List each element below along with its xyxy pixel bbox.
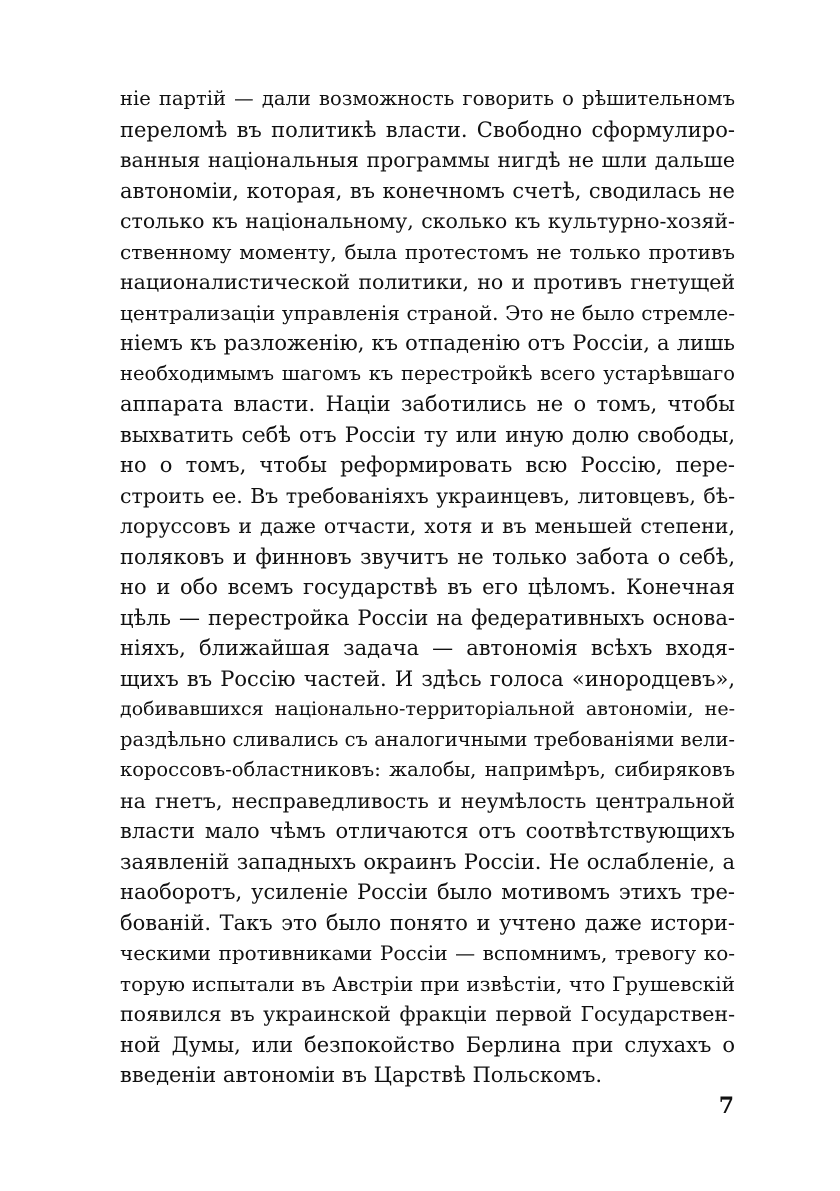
text-line: ческими противниками Россіи — вспомнимъ, тревогу ко- <box>120 941 735 965</box>
text-line: необходимымъ шагомъ къ перестройкѣ всего устарѣвшаго <box>120 361 735 385</box>
text-line: лоруссовъ и даже отчасти, хотя и въ меньшей степени, <box>120 514 735 538</box>
text-line: бованій. Такъ это было понято и учтено даже истори- <box>120 910 735 935</box>
text-line: националистической политики, но и противъ гнетущей <box>120 270 735 294</box>
text-line: но и обо всемъ государствѣ въ его цѣломъ. Конечная <box>120 575 735 599</box>
text-line: короссовъ-областниковъ: жалобы, напримѣръ, сибиряковъ <box>120 758 735 781</box>
text-line: ной Думы, или безпокойство Берлина при слухахъ о <box>120 1032 735 1057</box>
body-text <box>120 84 735 1091</box>
text-line: ніемъ къ разложенію, къ отпаденію отъ Россіи, а лишь <box>120 331 735 355</box>
text-line: ніе партій — дали возможность говорить о рѣшительномъ <box>120 87 735 110</box>
text-line: добивавшихся національно-территоріальной автономіи, не- <box>120 698 735 720</box>
text-line: щихъ въ Россію частей. И здѣсь голоса «инородцевъ», <box>120 666 735 691</box>
text-line: строить ее. Въ требованіяхъ украинцевъ, литовцевъ, бѣ- <box>120 483 735 508</box>
text-line: власти мало чѣмъ отличаются отъ соотвѣтствующихъ <box>120 819 735 843</box>
text-line: централизаціи управленія страной. Это не было стремле- <box>120 300 735 325</box>
text-line: автономіи, которая, въ конечномъ счетѣ, сводилась не <box>120 178 735 203</box>
text-line: ственному моменту, была протестомъ не только противъ <box>120 239 735 264</box>
text-line: на гнетъ, несправедливость и неумѣлость центральной <box>120 788 735 813</box>
text-line: появился въ украинской фракціи первой Государствен- <box>120 1002 735 1026</box>
text-line: раздѣльно сливались съ аналогичными требованіями вели- <box>120 727 735 751</box>
text-line: ванныя національныя программы нигдѣ не шли дальше <box>120 148 735 172</box>
text-line: торую испытали въ Австріи при извѣстіи, что Грушевскій <box>120 971 735 996</box>
text-line: аппарата власти. Націи заботились не о томъ, чтобы <box>120 392 735 416</box>
text-line: ніяхъ, ближайшая задача — автономія всѣхъ входя- <box>120 636 735 660</box>
text-line: переломѣ въ политикѣ власти. Свободно сформулиро- <box>120 117 735 142</box>
text-line: цѣль — перестройка Россіи на федеративныхъ основа- <box>120 605 735 630</box>
text-line: столько къ національному, сколько къ культурно-хозяй- <box>120 209 735 233</box>
text-line: наоборотъ, усиленіе Россіи было мотивомъ этихъ тре- <box>120 880 735 904</box>
text-line: заявленій западныхъ окраинъ Россіи. Не ослабленіе, а <box>120 849 735 874</box>
page-number: 7 <box>718 1093 734 1119</box>
text-line: выхватить себѣ отъ Россіи ту или иную долю свободы, <box>120 422 735 447</box>
text-line: поляковъ и финновъ звучитъ не только забота о себѣ, <box>120 544 735 569</box>
text-line: но о томъ, чтобы реформировать всю Россію, пере- <box>120 453 735 477</box>
text-line: введеніи автономіи въ Царствѣ Польскомъ. <box>120 1063 603 1087</box>
